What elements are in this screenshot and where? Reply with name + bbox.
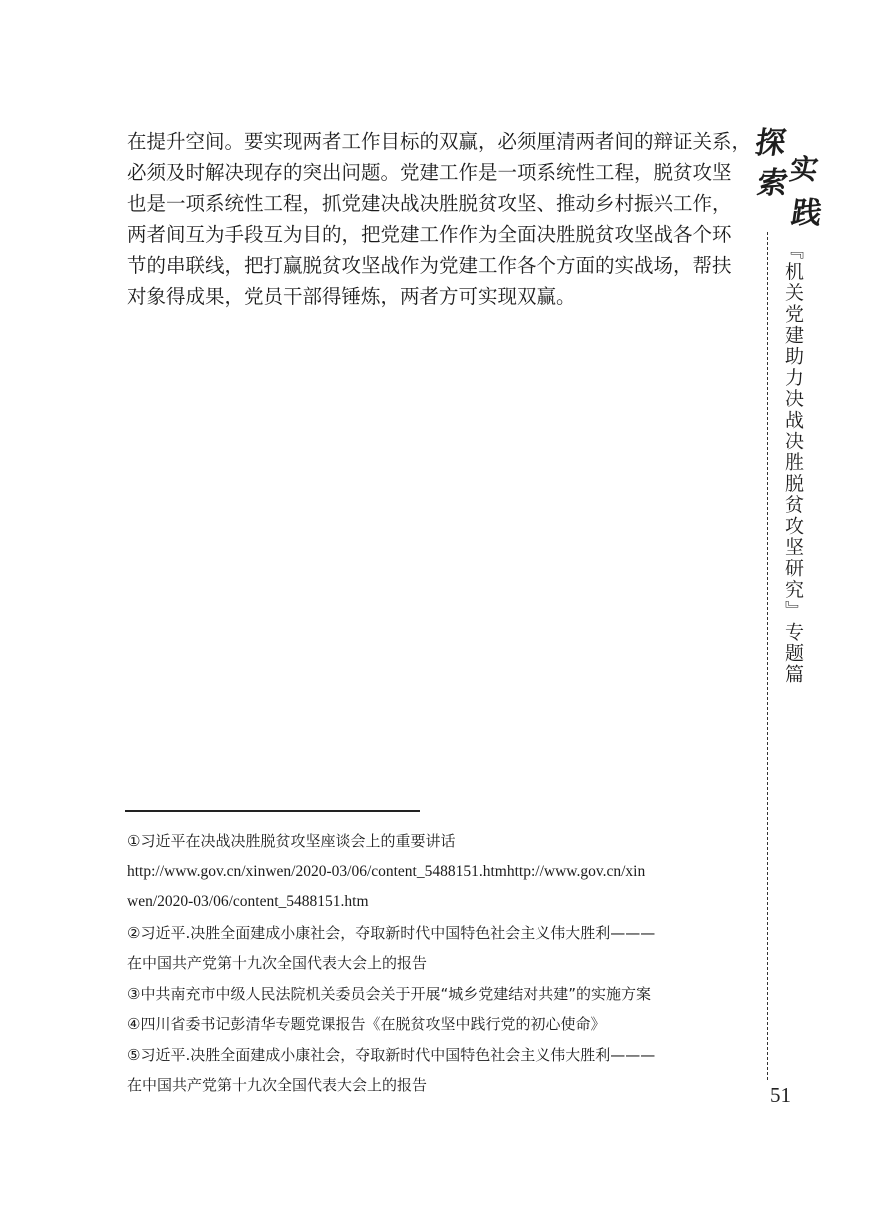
footnote-line: ③中共南充市中级人民法院机关委员会关于开展“城乡党建结对共建”的实施方案 — [127, 984, 651, 1003]
section-logo-char: 索 — [755, 166, 790, 201]
footnote-line: ②习近平.决胜全面建成小康社会，夺取新时代中国特色社会主义伟大胜利——— — [127, 923, 656, 942]
section-logo-char: 实 — [787, 153, 821, 186]
section-logo — [752, 118, 832, 233]
footnote-line: ①习近平在决战决胜脱贫攻坚座谈会上的重要讲话 — [127, 832, 456, 850]
footnote-line: ⑤习近平.决胜全面建成小康社会，夺取新时代中国特色社会主义伟大胜利——— — [127, 1045, 656, 1064]
body-paragraph — [127, 126, 755, 312]
section-logo-char: 探 — [753, 126, 788, 161]
body-line: 两者间互为手段互为目的，把党建工作作为全面决胜脱贫攻坚战各个环 — [127, 223, 732, 246]
body-line: 也是一项系统性工程，抓党建决战决胜脱贫攻坚、推动乡村振兴工作， — [127, 192, 732, 215]
footnote-line: 在中国共产党第十九次全国代表大会上的报告 — [127, 1076, 428, 1094]
body-line: 对象得成果，党员干部得锤炼，两者方可实现双赢。 — [127, 285, 576, 308]
page-number: 51 — [770, 1083, 791, 1107]
footnote-divider — [125, 810, 420, 812]
footnotes — [127, 826, 752, 1101]
footnote-line: ④四川省委书记彭清华专题党课报告《在脱贫攻坚中践行党的初心使命》 — [127, 1015, 606, 1033]
body-line: 在提升空间。要实现两者工作目标的双赢，必须厘清两者间的辩证关系， — [127, 130, 752, 153]
footnote-line: 在中国共产党第十九次全国代表大会上的报告 — [127, 954, 428, 972]
footnote-url: wen/2020-03/06/content_5488151.htm — [127, 893, 369, 910]
section-logo-char: 践 — [789, 196, 824, 231]
margin-divider — [767, 232, 768, 1080]
footnote-url: http://www.gov.cn/xinwen/2020-03/06/content_5488151.htmhttp://www.gov.cn/xin — [127, 862, 646, 880]
running-title: 『机关党建助力决战决胜脱贫攻坚研究』专题篇 — [782, 240, 804, 686]
body-line: 节的串联线，把打赢脱贫攻坚战作为党建工作各个方面的实战场，帮扶 — [127, 254, 732, 277]
body-line: 必须及时解决现存的突出问题。党建工作是一项系统性工程，脱贫攻坚 — [127, 161, 732, 184]
